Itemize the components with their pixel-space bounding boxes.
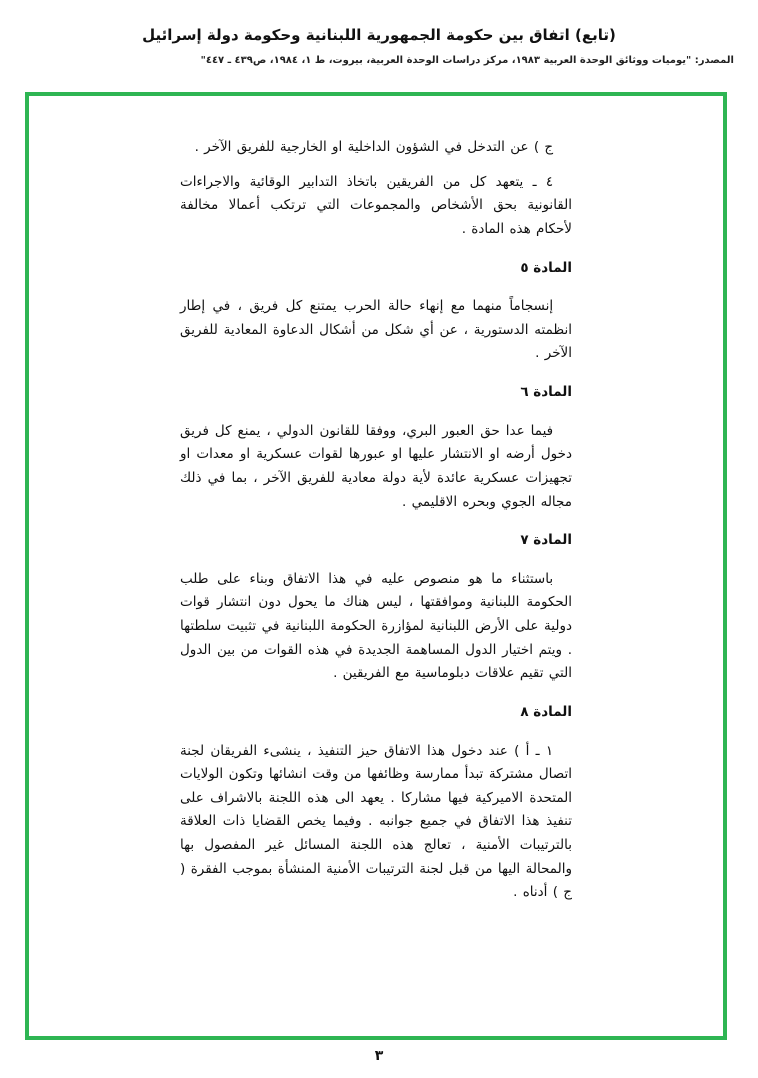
article-7-heading: المادة ٧ (520, 532, 572, 549)
page-number: ٣ (374, 1048, 384, 1064)
article-6-heading: المادة ٦ (520, 384, 572, 400)
article-7-paragraph: باستثناء ما هو منصوص عليه في هذا الاتفاق وبناء على طلب الحكومة اللبنانية وموافقتها ، ليس هناك ما يحول دون انتشار قوات دولية على الأرض اللبنانية لمؤازرة الحكومة اللبنانية في تثبيت سلطتها . ويتم اختيار الدول المساهمة الجديدة في هذه القوات من بين الدول التي تقيم علاقات دبلوماسية مع الفريقين . (180, 570, 572, 682)
page-header (0, 0, 758, 68)
article-5-paragraph: إنسجاماً منهما مع إنهاء حالة الحرب يمتنع كل فريق ، في إطار انظمته الدستورية ، عن أي شكل من أشكال الدعاوة المعادية للفريق الآخر . (180, 298, 572, 362)
paragraph-clause-4: ٤ ـ يتعهد كل من الفريقين باتخاذ التدابير الوقائية والاجراءات القانونية بحق الأشخاص والمجموعات التي ترتكب أعمالا مخالفة لأحكام هذه المادة . (180, 173, 572, 237)
article-8-paragraph-1a: ١ ـ أ ) عند دخول هذا الاتفاق حيز التنفيذ ، ينشىء الفريقان لجنة اتصال مشتركة تبدأ ممارسة وظائفها من وقت انشائها وتكون الولايات المتحدة الاميركية فيها مشاركا . يعهد الى هذه اللجنة بالاشراف على تنفيذ هذا الاتفاق في جميع جوانبه . وفيما يخص القضايا ذات العلاقة بالترتيبات الأمنية ، تعالج هذه اللجنة المسائل غير المفصول بها والمحالة اليها من قبل لجنة الترتيبات الأمنية المنشأة بموجب الفقرة ( ج ) أدناه . (180, 742, 572, 901)
source-citation: المصدر: "يوميات ووثائق الوحدة العربية ١٩٨٣، مركز دراسات الوحدة العربية، بيروت، ط ١، ١٩٨٤، ص٤٣٩ ـ ٤٤٧" (200, 55, 734, 66)
article-6-paragraph: فيما عدا حق العبور البري، ووفقا للقانون الدولي ، يمنع كل فريق دخول أرضه او الانتشار عليها او عبورها لقوات عسكرية او معدات او تجهيزات عسكرية عائدة لأية دولة معادية للفريق الآخر ، بما في ذلك مجاله الجوي وبحره الاقليمي . (180, 422, 572, 510)
article-8-heading: المادة ٨ (520, 703, 572, 720)
paragraph-clause-j: ج ) عن التدخل في الشؤون الداخلية او الخارجية للفريق الآخر . (194, 139, 554, 155)
document-title: (تابع) اتفاق بين حكومة الجمهورية اللبنانية وحكومة دولة إسرائيل (142, 26, 616, 44)
text-column (180, 136, 572, 905)
green-content-frame (25, 92, 727, 1040)
article-5-heading: المادة ٥ (520, 259, 572, 276)
